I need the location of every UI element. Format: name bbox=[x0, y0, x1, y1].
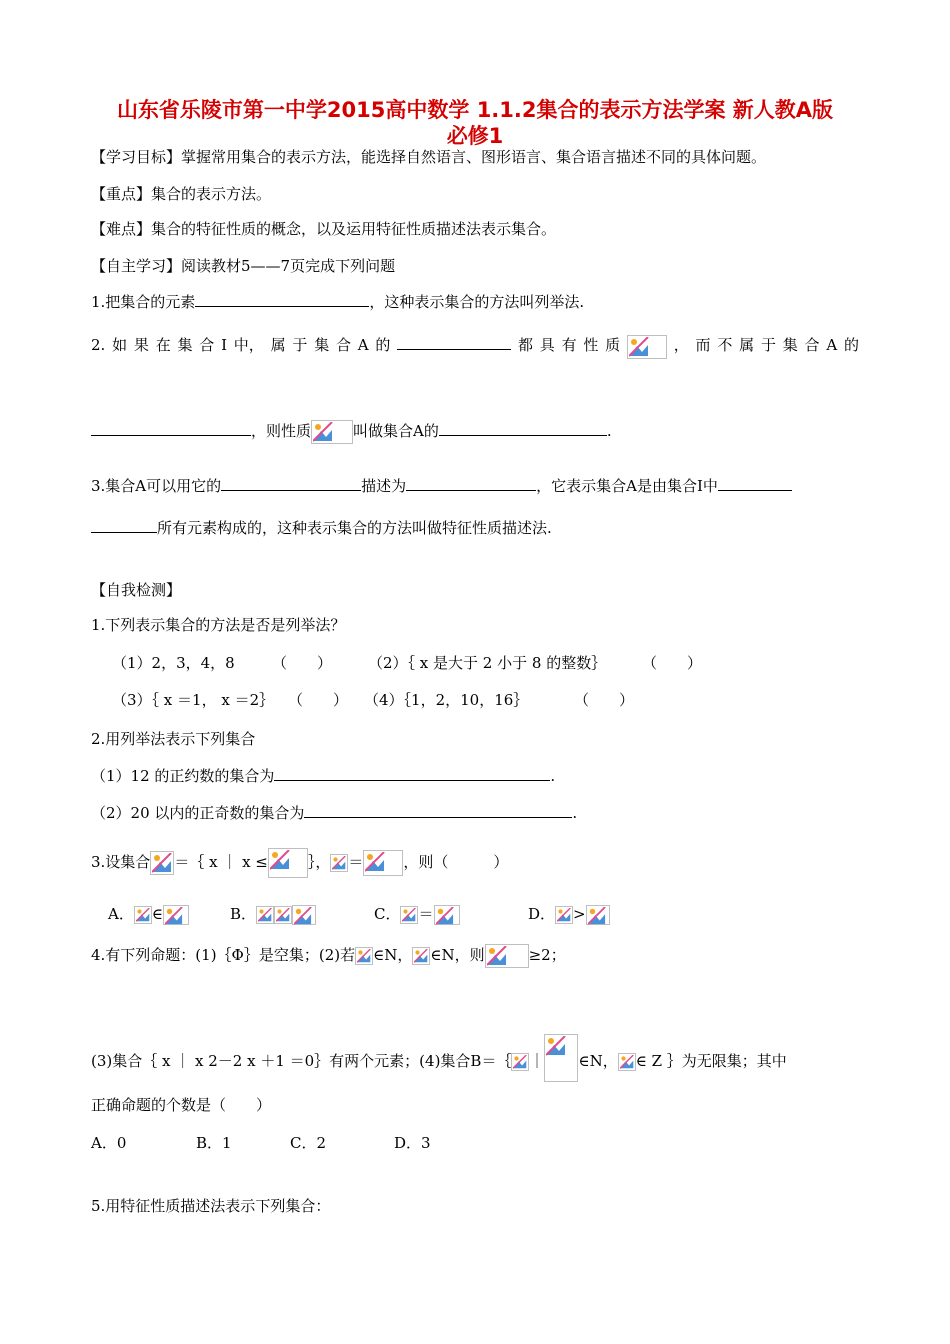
check-4-line1 bbox=[91, 944, 566, 968]
broken-image-icon bbox=[311, 420, 353, 444]
option-d[interactable]: D．3 bbox=[394, 1134, 431, 1152]
check-4-text: (3)集合｛ x ｜ x 2－2 x ＋1 ＝0｝有两个元素；(4)集合B＝｛ bbox=[91, 1052, 512, 1070]
check-2-stem: 2.用列举法表示下列集合 bbox=[91, 730, 256, 748]
option-a[interactable] bbox=[108, 904, 230, 925]
answer-blank[interactable] bbox=[397, 335, 511, 350]
broken-image-icon bbox=[618, 1053, 636, 1071]
q2-word: 于 bbox=[292, 336, 308, 354]
q2-word: 而 bbox=[695, 336, 711, 354]
q2-word: 集 bbox=[314, 336, 330, 354]
option-a[interactable]: A．0 bbox=[91, 1134, 127, 1152]
answer-blank[interactable] bbox=[195, 292, 369, 307]
q2-word: 的 bbox=[375, 336, 391, 354]
check-3-text: ，则（ ） bbox=[403, 853, 509, 871]
q1-text-a: 1.把集合的元素 bbox=[91, 293, 196, 311]
check-4-line2 bbox=[91, 1034, 787, 1082]
option-b[interactable] bbox=[230, 904, 374, 925]
option-operator: ∈ bbox=[151, 905, 163, 923]
q2-word: 集 bbox=[782, 336, 798, 354]
key-point-text: 集合的表示方法。 bbox=[151, 185, 272, 203]
option-label: B． bbox=[230, 905, 257, 923]
check-1-stem: 1.下列表示集合的方法是否是列举法？ bbox=[91, 616, 346, 634]
broken-image-icon bbox=[485, 944, 529, 968]
q3-text: 所有元素构成的，这种表示集合的方法叫做特征性质描述法. bbox=[157, 519, 552, 537]
broken-image-icon bbox=[400, 906, 418, 924]
check-4-text: ∈N， bbox=[373, 946, 413, 964]
answer-paren[interactable]: （ ） bbox=[642, 654, 703, 672]
doc-title-line2: 必修1 bbox=[446, 124, 504, 148]
broken-image-icon bbox=[292, 905, 316, 925]
q2-word: 的 bbox=[843, 336, 859, 354]
difficult-point-label: 【难点】 bbox=[91, 220, 152, 238]
q2-word: 属 bbox=[739, 336, 755, 354]
q2-word: 中， bbox=[233, 336, 264, 354]
q3-text: 描述为 bbox=[361, 477, 407, 495]
option-operator: > bbox=[573, 905, 586, 923]
answer-paren[interactable]: （ ） bbox=[574, 691, 635, 709]
check-2-text: （1）12 的正约数的集合为 bbox=[91, 767, 275, 785]
q2-word: ， bbox=[673, 336, 689, 354]
check-3-text: ＝｛ x ｜ x ≤ bbox=[174, 853, 268, 871]
learning-goal-label: 【学习目标】 bbox=[91, 148, 182, 166]
q2-word: 质 bbox=[605, 336, 621, 354]
q2-word: 果 bbox=[133, 336, 149, 354]
q2-word: 如 bbox=[112, 336, 128, 354]
question-3-line1 bbox=[91, 476, 792, 496]
check-2-text: . bbox=[572, 804, 578, 822]
check-1-row1 bbox=[112, 653, 702, 673]
q2-word: A bbox=[357, 336, 369, 354]
learning-goal bbox=[91, 147, 766, 167]
q2-word: 合 bbox=[804, 336, 820, 354]
check-4-text: ∈N， bbox=[578, 1052, 618, 1070]
broken-image-icon bbox=[355, 947, 373, 965]
question-3-line2 bbox=[91, 518, 552, 538]
key-point bbox=[91, 184, 271, 204]
check-3-options bbox=[108, 904, 610, 925]
option-label: D． bbox=[528, 905, 556, 923]
learning-goal-text: 掌握常用集合的表示方法，能选择自然语言、图形语言、集合语言描述不同的具体问题。 bbox=[181, 148, 767, 166]
self-study-text: 阅读教材5——7页完成下列问题 bbox=[181, 257, 396, 275]
difficult-point bbox=[91, 219, 556, 239]
answer-blank[interactable] bbox=[304, 803, 572, 818]
check-3-text: ｝， bbox=[307, 853, 331, 871]
answer-paren[interactable]: （ ） bbox=[272, 654, 333, 672]
check-1-row2 bbox=[112, 690, 634, 710]
broken-image-icon bbox=[150, 851, 174, 875]
check-4-text: ∈ Z ｝为无限集；其中 bbox=[635, 1052, 787, 1070]
answer-blank[interactable] bbox=[221, 476, 361, 491]
broken-image-icon bbox=[134, 906, 152, 924]
check-3-text: 3.设集合 bbox=[91, 853, 151, 871]
option-c[interactable]: C．2 bbox=[290, 1134, 327, 1152]
self-study-label: 【自主学习】 bbox=[91, 257, 182, 275]
answer-blank[interactable] bbox=[91, 518, 157, 533]
broken-image-icon bbox=[555, 906, 573, 924]
broken-image-icon bbox=[163, 905, 189, 925]
check-1-option: （4）｛1，2，10，16｝ bbox=[364, 691, 529, 709]
q2-word: 于 bbox=[760, 336, 776, 354]
q2-word: 性 bbox=[583, 336, 599, 354]
doc-title-line1: 山东省乐陵市第一中学2015高中数学 1.1.2集合的表示方法学案 新人教A版 bbox=[116, 98, 834, 122]
check-5-stem: 5.用特征性质描述法表示下列集合： bbox=[91, 1197, 331, 1215]
q2-word: 在 bbox=[155, 336, 171, 354]
broken-image-icon bbox=[268, 848, 308, 878]
q2-text: 叫做集合A的 bbox=[353, 422, 439, 440]
check-2-text: . bbox=[550, 767, 556, 785]
answer-blank[interactable] bbox=[274, 766, 550, 781]
q2-word: 集 bbox=[177, 336, 193, 354]
broken-image-icon bbox=[363, 850, 403, 876]
broken-image-icon bbox=[434, 905, 460, 925]
question-1 bbox=[91, 292, 584, 312]
key-point-label: 【重点】 bbox=[91, 185, 152, 203]
broken-image-icon bbox=[256, 906, 274, 924]
q2-word: I bbox=[221, 336, 228, 354]
broken-image-icon bbox=[586, 905, 610, 925]
answer-blank[interactable] bbox=[406, 476, 536, 491]
option-label: C． bbox=[374, 905, 401, 923]
check-4-options bbox=[91, 1133, 431, 1153]
q2-word: 合 bbox=[335, 336, 351, 354]
check-4-text: 4.有下列命题：(1)｛Φ｝是空集；(2)若 bbox=[91, 946, 356, 964]
answer-blank[interactable] bbox=[718, 476, 792, 491]
self-study bbox=[91, 256, 395, 276]
check-4-text: ∈N，则 bbox=[430, 946, 485, 964]
broken-image-icon bbox=[544, 1034, 578, 1082]
q2-word: 合 bbox=[199, 336, 215, 354]
q3-text: 3.集合A可以用它的 bbox=[91, 477, 222, 495]
q2-word: 属 bbox=[270, 336, 286, 354]
option-c[interactable] bbox=[374, 904, 528, 925]
broken-image-icon bbox=[274, 906, 292, 924]
check-4-line3: 正确命题的个数是（ ） bbox=[91, 1096, 272, 1114]
answer-blank[interactable] bbox=[439, 421, 607, 436]
q2-word: 不 bbox=[717, 336, 733, 354]
difficult-point-text: 集合的特征性质的概念，以及运用特征性质描述法表示集合。 bbox=[151, 220, 557, 238]
check-1-option: （1）2，3，4，8 bbox=[112, 654, 235, 672]
check-3-stem bbox=[91, 848, 508, 878]
check-2-sub1 bbox=[91, 766, 555, 786]
question-2-line2 bbox=[91, 420, 612, 444]
broken-image-icon bbox=[330, 854, 348, 872]
q2-text: . bbox=[606, 422, 612, 440]
answer-paren[interactable]: （ ） bbox=[288, 691, 349, 709]
q2-word: 有 bbox=[561, 336, 577, 354]
q2-text: ，则性质 bbox=[251, 422, 312, 440]
check-3-text: ＝ bbox=[348, 853, 364, 871]
self-check-heading: 【自我检测】 bbox=[91, 581, 182, 599]
check-4-text: ≥2； bbox=[528, 946, 566, 964]
q2-word: 2. bbox=[91, 336, 106, 354]
broken-image-icon bbox=[412, 947, 430, 965]
check-2-text: （2）20 以内的正奇数的集合为 bbox=[91, 804, 305, 822]
option-b[interactable]: B．1 bbox=[196, 1134, 232, 1152]
option-label: A． bbox=[108, 905, 134, 923]
q3-text: ，它表示集合A是由集合I中 bbox=[536, 477, 718, 495]
check-4-text: ｜ bbox=[529, 1052, 545, 1070]
broken-image-icon bbox=[627, 335, 667, 359]
q1-text-b: ，这种表示集合的方法叫列举法. bbox=[369, 293, 585, 311]
check-2-sub2 bbox=[91, 803, 577, 823]
option-d[interactable] bbox=[528, 904, 610, 925]
option-operator: ＝ bbox=[418, 905, 434, 923]
check-1-option: （3）｛ x ＝1， x ＝2｝ bbox=[112, 691, 275, 709]
question-2-line1 bbox=[91, 335, 859, 359]
q2-word: 具 bbox=[539, 336, 555, 354]
q2-word: 都 bbox=[517, 336, 533, 354]
q2-word: A bbox=[826, 336, 838, 354]
broken-image-icon bbox=[511, 1053, 529, 1071]
check-1-option: （2）｛ x 是大于 2 小于 8 的整数｝ bbox=[368, 654, 607, 672]
answer-blank[interactable] bbox=[91, 421, 251, 436]
